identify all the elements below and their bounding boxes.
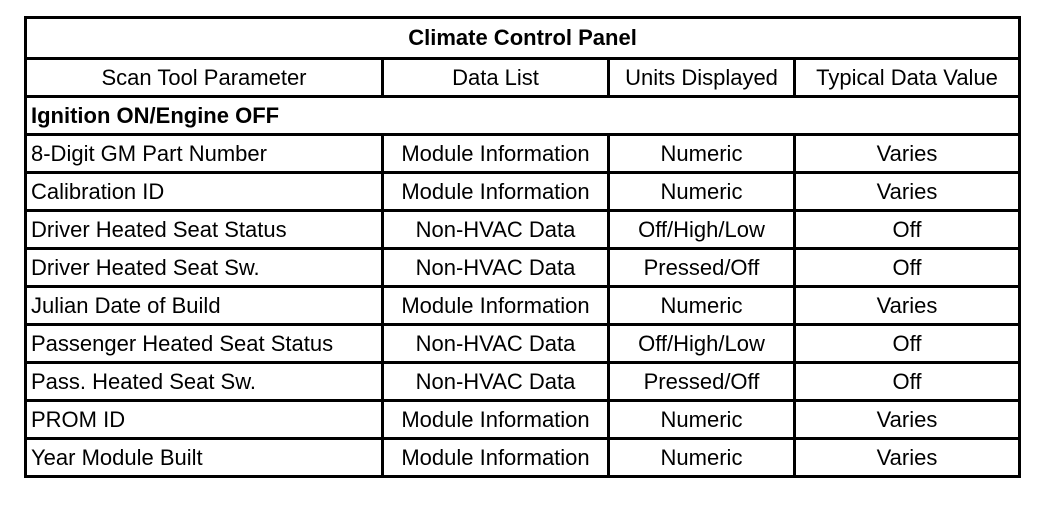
header-scan-tool-parameter: Scan Tool Parameter (26, 59, 383, 97)
climate-control-table (24, 16, 1021, 478)
header-row (26, 59, 1020, 97)
data-list-cell: Non-HVAC Data (383, 211, 609, 249)
units-cell: Pressed/Off (609, 249, 795, 287)
title-row (26, 18, 1020, 59)
value-cell: Varies (795, 439, 1020, 477)
section-label: Ignition ON/Engine OFF (26, 97, 1020, 135)
table-row (26, 135, 1020, 173)
units-cell: Numeric (609, 135, 795, 173)
value-cell: Varies (795, 287, 1020, 325)
data-list-cell: Module Information (383, 287, 609, 325)
data-list-cell: Module Information (383, 173, 609, 211)
data-list-cell: Non-HVAC Data (383, 363, 609, 401)
parameter-cell: Pass. Heated Seat Sw. (26, 363, 383, 401)
units-cell: Numeric (609, 439, 795, 477)
value-cell: Off (795, 325, 1020, 363)
data-list-cell: Non-HVAC Data (383, 325, 609, 363)
value-cell: Off (795, 363, 1020, 401)
section-row (26, 97, 1020, 135)
data-list-cell: Module Information (383, 439, 609, 477)
data-list-cell: Non-HVAC Data (383, 249, 609, 287)
units-cell: Off/High/Low (609, 211, 795, 249)
table-row (26, 173, 1020, 211)
parameter-cell: Year Module Built (26, 439, 383, 477)
table-row (26, 325, 1020, 363)
value-cell: Varies (795, 135, 1020, 173)
table-row (26, 439, 1020, 477)
value-cell: Off (795, 211, 1020, 249)
header-typical-data-value: Typical Data Value (795, 59, 1020, 97)
units-cell: Numeric (609, 173, 795, 211)
header-units-displayed: Units Displayed (609, 59, 795, 97)
value-cell: Varies (795, 173, 1020, 211)
units-cell: Pressed/Off (609, 363, 795, 401)
data-list-cell: Module Information (383, 401, 609, 439)
parameter-cell: Julian Date of Build (26, 287, 383, 325)
parameter-cell: Driver Heated Seat Sw. (26, 249, 383, 287)
parameter-cell: Driver Heated Seat Status (26, 211, 383, 249)
parameter-cell: 8-Digit GM Part Number (26, 135, 383, 173)
table-row (26, 363, 1020, 401)
value-cell: Off (795, 249, 1020, 287)
units-cell: Off/High/Low (609, 325, 795, 363)
units-cell: Numeric (609, 401, 795, 439)
table-row (26, 249, 1020, 287)
units-cell: Numeric (609, 287, 795, 325)
table-row (26, 211, 1020, 249)
parameter-cell: Passenger Heated Seat Status (26, 325, 383, 363)
table-title: Climate Control Panel (26, 18, 1020, 59)
parameter-cell: Calibration ID (26, 173, 383, 211)
value-cell: Varies (795, 401, 1020, 439)
header-data-list: Data List (383, 59, 609, 97)
data-list-cell: Module Information (383, 135, 609, 173)
parameter-cell: PROM ID (26, 401, 383, 439)
table-row (26, 287, 1020, 325)
table-row (26, 401, 1020, 439)
